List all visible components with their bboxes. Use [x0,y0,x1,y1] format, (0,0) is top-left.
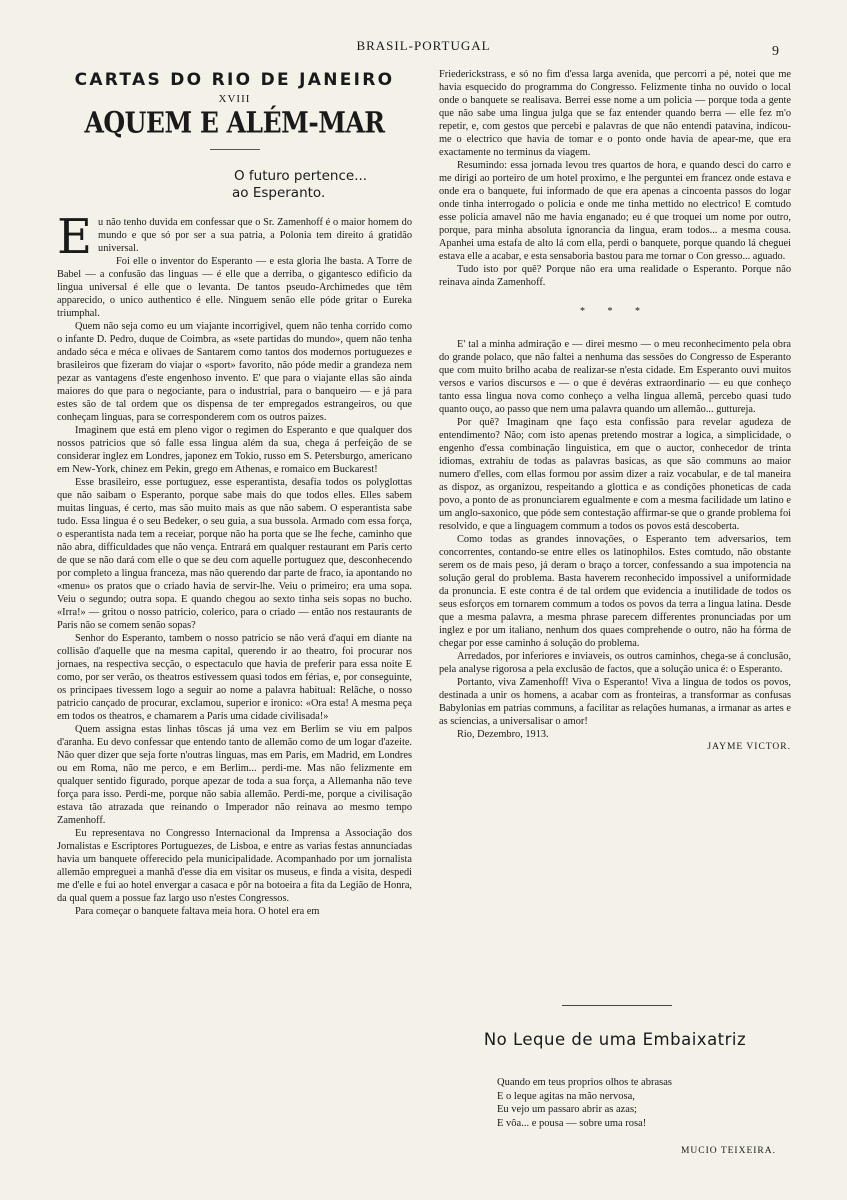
article-date: Rio, Dezembro, 1913. [457,729,549,740]
paragraph: Por quê? Imaginam qne faço esta confissão para revelar agudeza de entendimento? Não; com isto apenas pretendo mostrar a logica, a simplicidade, o engenho d'essa combinação linguistica, em que o auctor, conhecedor de trinta idiomas, extrahiu de todas as palavras basicas, as que são communs ao maior numero d'elles, com ellas formou por assim dizer a raiz vocabular, e de tal maneira as dispoz, as organizou, respeitando a glottica e as condições phoneticas de cada povo, a ponto de as pronunciarem egualmente e com a mesma facilidade um latino e um anglo-saxonico, que póde sem contestação affirmar-se que o grande problema foi resolvido, e que a linguagem commum a todos os povos está descoberta. [439,417,791,532]
article-number: XVIII [218,93,251,105]
right-column [439,68,791,754]
drop-cap: E [57,209,93,265]
paragraph: Arredados, por inferiores e inviaveis, os outros caminhos, chega-se á conclusão, pela analyse rigorosa a pela exclusão de factos, que a solução unica é: o Esperanto. [439,651,791,675]
running-title: BRASIL-PORTUGAL [356,38,491,53]
paragraph: Foi elle o inventor do Esperanto — e esta gloria lhe basta. A Torre de Babel — a confusão das linguas — é elle que a derriba, o gigantesco edificio da lingua universal é elle que o levanta. De tantos pseudo-Archimedes que têm apparecido, o unico authentico é elle. Ninguem senão elle póde gritar o Eureka triumphal. [57,256,412,319]
paragraph: Resumindo: essa jornada levou tres quartos de hora, e quando desci do carro e me dirigi ao porteiro de um hotel proximo, e lhe perguntei em francez onde estava e onde era o banquete, fui informado de que era apenas a cincoenta passos do logar onde tinha interrogado o policia e onde me tinha mettido no electrico! E comtudo esse policia amavel não me havia enganado; eu é que troquei um nome por outro, porque, para minha absoluta ignorancia da lingua, eram todos... a mesma cousa. Apanhei uma estafa de alto lá com ella, perdi o banquete, porque quando lá cheguei estava elle a acabar, e esta sensaboria bastou para me tornar o Con gresso... aguado. [439,160,791,262]
paragraph: Portanto, viva Zamenhoff! Viva o Esperanto! Viva a lingua de todos os povos, destinada a unir os homens, a acabar com as fronteiras, a transformar as confusas Babylonias em patrias communs, a facilitar as relações humanas, a irmanar as artes e as sciencias, a universalisar o amor! [439,677,791,727]
opening-paragraph [57,209,412,265]
page-number: 9 [772,44,779,59]
paragraph: Para começar o banquete faltava meia hora. O hotel era em [75,906,320,917]
paragraph: Quem assigna estas linhas tôscas já uma vez em Berlim se viu em palpos d'aranha. Eu devo confessar que entendo tanto de allemão como de um logar d'azeite. Não quer dizer que seja forte n'outras linguas, mas em Paris, em Madrid, em Londres ou em Roma, não me perco, e em Berlim... perdi-me. Mas não felizmente em qualquer sentido figurado, porque apezar de toda a sua força, a Allemanha não teve força para isso. Perdi-me, porque não sabia allemão. Perdi-me, porque a civilisação estava tão atrazada que reinando o Imperador não reinava ao mesmo tempo Zamenhoff. [57,724,412,826]
poem-divider [562,1005,672,1006]
series-title: CARTAS DO RIO DE JANEIRO [74,70,395,90]
article-title: AQUEM E ALÉM-MAR [84,105,385,140]
poem-body [497,1076,672,1130]
paragraph: Como todas as grandes innovações, o Esperanto tem adversarios, tem concorrentes, contando-se entre elles os latinophilos. Estes comtudo, não obstante serem os de mais peso, já deram o braço a torcer, confessando a sua impotencia na solução geral do problema. Basta haverem reconhecido impossivel a uniformidade da pronuncia. E este contra é de tal ordem que evidencia a inutilidade de todos os seus esforços em tornarem commum a todos os povos da terra a lingua latina. Desde que a mesma palavra, a mesma phrase parecem differentes pronunciadas por um inglez e por um italiano, nenhum dos quaes comprehende o outro, não ha fórma de chegar por esse caminho á solução do problema. [439,534,791,649]
epigraph [234,168,412,202]
paragraph: Friederickstrass, e só no fim d'essa larga avenida, que percorri a pé, notei que me havia esquecido do programma do Congresso. Felizmente tinha no ouvido o local onde o banquete se realisava. Berrei esse nome a um policia — porque toda a gente que não sabe uma lingua julga que se faz entender quando berra — elle fez m'o repetir, e, com gestos que percebi e palavras de que não entendi patavina, indicou-me o electrico que havia de tomar e o ponto onde havia de apear-me, que era exactamente no terminus da viagem. [439,69,791,158]
poem-line: E o leque agitas na mão nervosa, [497,1090,635,1102]
paragraph: Tudo isto por quê? Porque não era uma realidade o Esperanto. Porque não reinava ainda Zamenhoff. [439,264,791,288]
poem-line: Eu vejo um passaro abrir as azas; [497,1104,637,1115]
running-header [0,38,847,58]
article-author: JAYME VICTOR. [707,742,791,752]
paragraph: Esse brasileiro, esse portuguez, esse esperantista, desafia todos os polyglottas que não saibam o Esperanto, porque sabe mais do que todos elles. Elles sabem muitas linguas, é certo, mas são muito mais as que não sabem. O esperantista sabe tudo. Essa lingua é o seu Bedeker, o seu guia, a sua bussola. Armado com essa força, o esperantista nada tem a receiar, porque não ha porta que se lhe feche, caminho que não abra, difficuldades que não vença. Entrará em qualquer restaurant em Paris certo de que se não dará com elle o que se deu com aquelle portuguez que, desconhecendo por completo a lingua franceza, mas não querendo dar parte de fraco, ia apontando no «menu» os pratos que o criado havia de servir-lhe. Veiu o primeiro; era uma sopa. Veiu o segundo; outra sopa. E quando chegou ao sexto tinha seis sopas no bucho. «Irra!» — gritou o nosso patricio, colerico, para o criado — então nos restaurants de Paris não se comem senão sopas? [57,477,412,631]
paragraph: E' tal a minha admiração e — direi mesmo — o meu reconhecimento pela obra do grande polaco, que não faltei a nenhuma das sessões do Congresso de Esperanto que com muito brilho acaba de realizar-se n'esta cidade. Em Esperanto ouvi muitos versos e varios discursos e — o que é devéras extraordinario — eu que conheço tanto essa lingua nova como conheço a velha lingua allemã, percebo quasi tudo quanto ouço, ao passo que nem uma palavra quando um allemão... guttureja. [439,339,791,415]
poem-line: E vôa... e pousa — sobre uma rosa! [497,1117,647,1129]
left-column [57,68,412,918]
section-separator: * * * [580,306,650,317]
poem-line: Quando em teus proprios olhos te abrasas [497,1077,672,1088]
paragraph: Quem não seja como eu um viajante incorrigivel, quem não tenha corrido como o infante D. Pedro, duque de Coimbra, as «sete partidas do mundo», quem não tenha andado séca e méca e olivaes de Santarem como tantos dos modernos portuguezes e brasileiros que fizeram do viajar o «sport» favorito, não póde medir a grandeza nem pezar as vantagens d'este engenhoso invento. E' que para o viajante ellas são ainda maiores do que para o negociante, para o industrial, para o banqueiro — e já para estes são de tal ordem que os dispensa de ter empregados estrangeiros, ou que conheçam linguas, para se corresponderem com os outros paizes. [57,321,412,423]
poem-title: No Leque de uma Embaixatriz [483,1030,747,1049]
paragraph: u não tenho duvida em confessar que o Sr. Zamenhoff é o maior homem do mundo e que só por ser a sua patria, a Polonia tem direito á gratidão universal. [98,217,412,254]
title-divider [210,149,260,150]
epigraph-line-1: O futuro pertence... [234,168,368,184]
paragraph: Imaginem que está em pleno vigor o regimen do Esperanto e que qualquer dos nossos patricios que só falle essa lingua além da sua, chega á perfeição de se considerar inglez em Londres, japonez em Tokio, russo em S. Petersburgo, americano em New-York, chinez em Pekin, grego em Athenas, e romaico em Buckarest! [57,425,412,475]
epigraph-line-2: ao Esperanto. [232,185,326,201]
poem-author: MUCIO TEIXEIRA. [680,1146,776,1156]
paragraph: Senhor do Esperanto, tambem o nosso patricio se não verá d'aqui em diante na collisão d'aquelle que na mesma capital, querendo ir ao theatro, foi procurar nos jornaes, na respectiva secção, o espectaculo que havia de preferir para essa noite E como, por ser verão, os theatros estivessem quasi todos em férias, e, por conseguinte, os principaes tivessem logo a seguir ao nome a palavra habitual: Relâche, o nosso patricio cançado de procurar, exclamou, superior e ironico: «Ora esta! A mesma peça em todos os theatros, e chamarem a Paris uma cidade civilisada!» [57,633,412,722]
paragraph: Eu representava no Congresso Internacional da Imprensa a Associação dos Jornalistas e Escriptores Portuguezes, de Lisboa, e entre as varias festas annunciadas havia um banquete offerecido pela municipalidade. Acompanhado por um jornalista allemão empreguei a manhã d'esse dia em visitar os museus, e finda a visita, despedi me d'elle e fui ao hotel envergar a casaca e pôr na botoeira a fita da Legião de Honra, da qual quem a possue faz largo uso n'estes Congressos. [57,828,412,904]
